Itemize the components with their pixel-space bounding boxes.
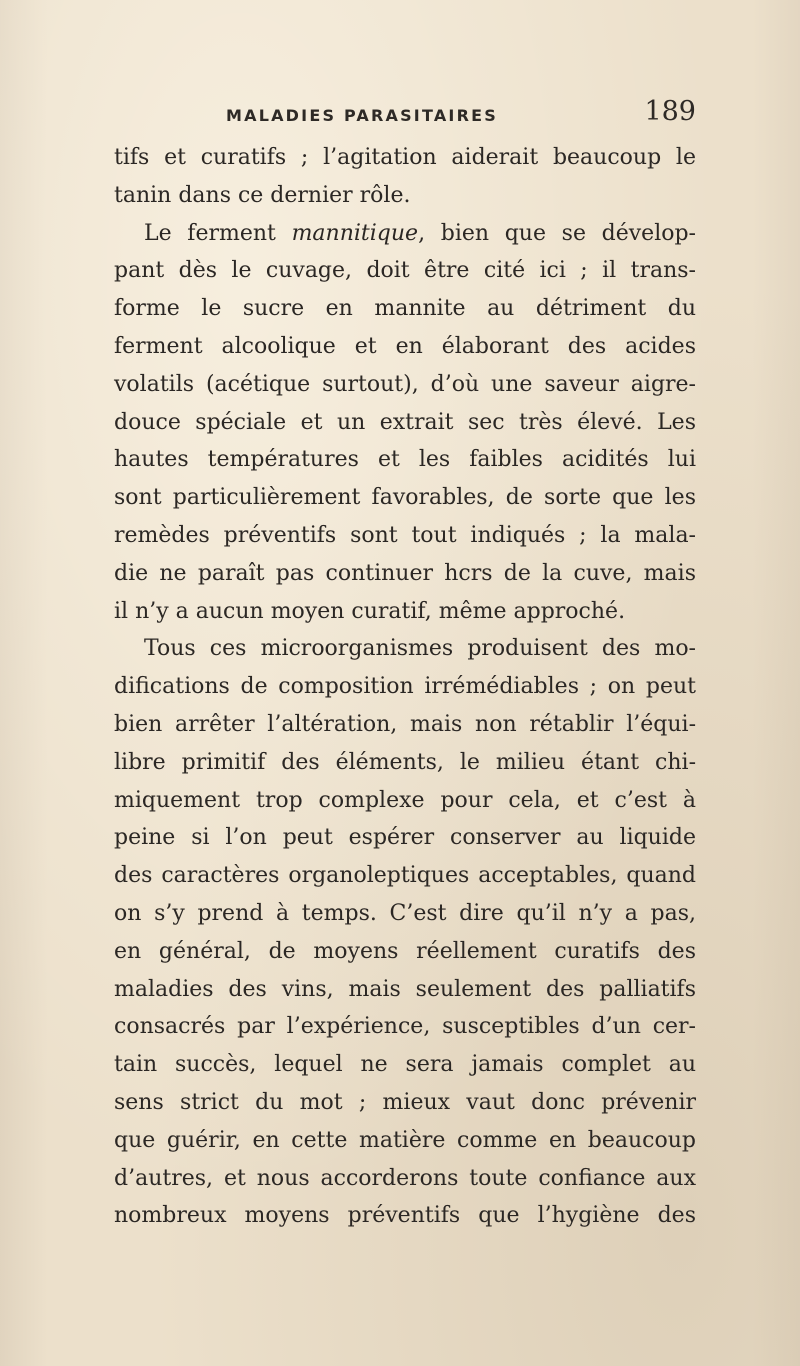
text-line: tanin dans ce dernier rôle. — [114, 182, 411, 208]
text-line: ferment alcoolique et en élaborant des acides — [114, 333, 696, 359]
running-title: MALADIES PARASITAIRES — [226, 106, 498, 125]
text-line: hautes températures et les faibles acidités lui — [114, 447, 696, 473]
text-line: pant dès le cuvage, doit être cité ici ; il trans- — [114, 258, 696, 284]
text-line: bien arrêter l’altération, mais non rétablir l’équi- — [114, 711, 696, 737]
text-line: peine si l’on peut espérer conserver au liquide — [114, 825, 696, 851]
text-line: des caractères organoleptiques acceptables, quand — [114, 863, 696, 889]
text-line: tifs et curatifs ; l’agitation aiderait beaucoup le — [114, 145, 696, 170]
text-line: douce spéciale et un extrait sec très élevé. Les — [114, 409, 696, 435]
text-line — [114, 215, 696, 253]
body-text — [114, 139, 696, 1235]
page-number: 189 — [644, 96, 696, 127]
text-line: consacrés par l’expérience, susceptibles d’un cer- — [114, 1014, 696, 1040]
text-line: sont particulièrement favorables, de sorte que les — [114, 485, 696, 511]
text-line: tain succès, lequel ne sera jamais complet au — [114, 1052, 696, 1078]
italic-term: mannitique — [291, 220, 419, 246]
text-line: d’autres, et nous accorderons toute confiance aux — [114, 1165, 696, 1191]
text-line: sens strict du mot ; mieux vaut donc prévenir — [114, 1089, 696, 1115]
text-line: libre primitif des éléments, le milieu étant chi- — [114, 749, 696, 775]
text-line: en général, de moyens réellement curatifs des — [114, 938, 696, 964]
text-line: miquement trop complexe pour cela, et c’est à — [114, 787, 696, 813]
text-fragment: , bien que se dévelop- — [418, 220, 696, 246]
text-line: Tous ces microorganismes produisent des mo- — [144, 636, 696, 662]
text-line: maladies des vins, mais seulement des palliatifs — [114, 976, 696, 1002]
text-line: que guérir, en cette matière comme en beaucoup — [114, 1127, 696, 1153]
page-header — [226, 96, 696, 136]
text-line: volatils (acétique surtout), d’où une saveur aigre- — [114, 371, 696, 397]
text-line: il n’y a aucun moyen curatif, même approché. — [114, 598, 626, 624]
text-line: forme le sucre en mannite au détriment du — [114, 296, 696, 322]
text-line: nombreux moyens préventifs que l’hygiène des — [114, 1203, 696, 1229]
text-line: remèdes préventifs sont tout indiqués ; la mala- — [114, 522, 696, 548]
text-line: die ne paraît pas continuer hcrs de la cuve, mais — [114, 560, 696, 586]
text-fragment: Le ferment — [144, 220, 276, 246]
text-line: on s’y prend à temps. C’est dire qu’il n’y a pas, — [114, 900, 696, 926]
text-line: difications de composition irrémédiables ; on peut — [114, 674, 696, 700]
